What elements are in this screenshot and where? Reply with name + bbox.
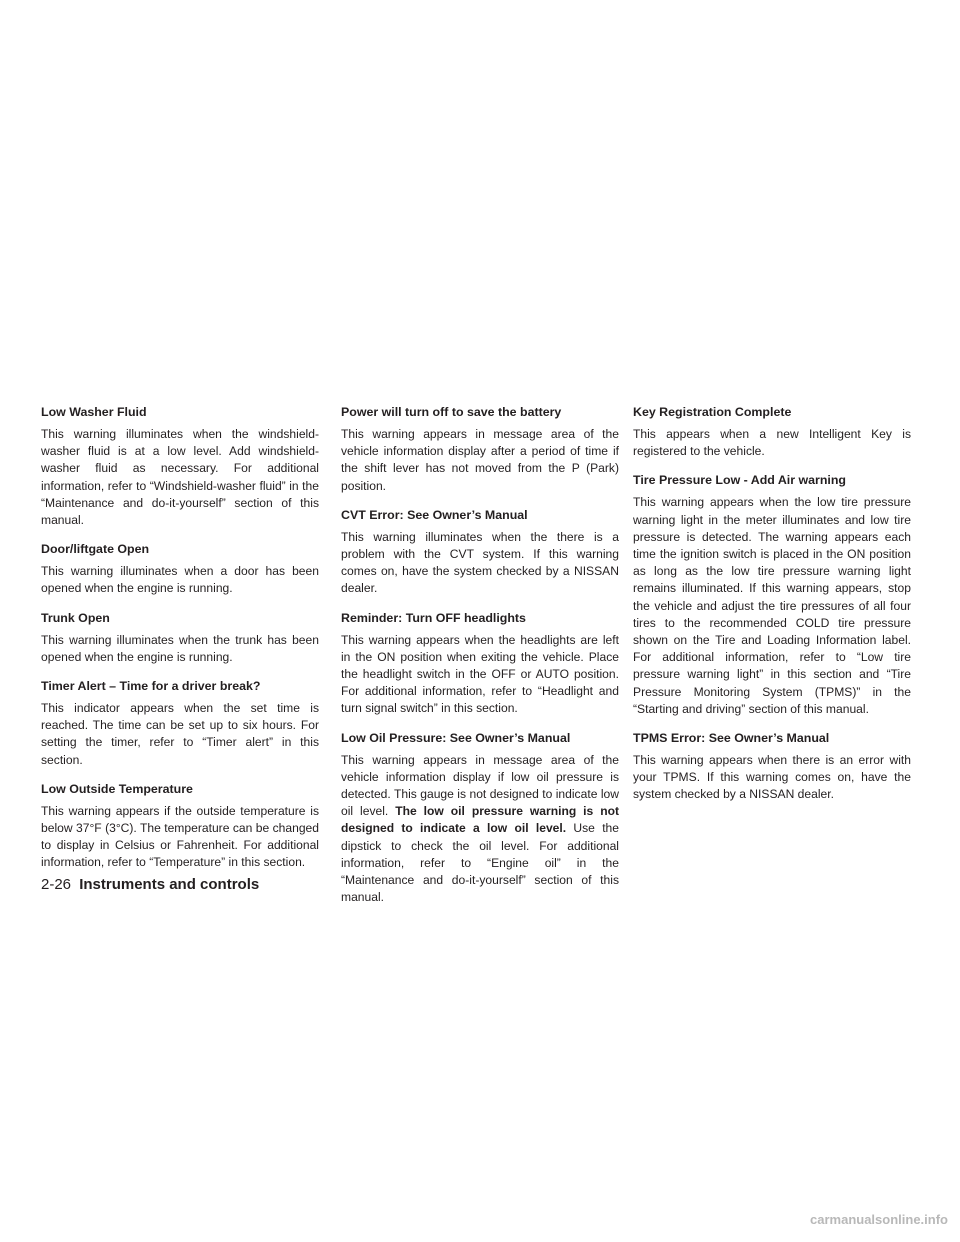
- section-heading: Low Oil Pressure: See Owner’s Manual: [341, 730, 571, 745]
- section-body: This warning appears when the headlights are left in the ON position when exiting the vehicle. Place the headlight switch in the OFF or AUTO position. For additional information, refer to “Headlight and turn signal switch” in this section.: [341, 632, 619, 716]
- section-body: This warning appears in message area of the vehicle information display after a period of time if the shift lever has not moved from the P (Park) position.: [341, 427, 619, 493]
- section-power-off-battery: [341, 404, 619, 495]
- section-heading: TPMS Error: See Owner’s Manual: [633, 731, 830, 746]
- body-text-before: This warning appears in message area of the vehicle information display if low oil pressure is detected. This gauge is not designed to indicate low oil level.: [341, 752, 619, 819]
- section-body: This warning appears if the outside temperature is below 37°F (3°C). The temperature can be changed to display in Celsius or Fahrenheit. For additional information, refer to “Temperature” in this section.: [41, 803, 319, 870]
- section-turn-off-headlights: [341, 610, 619, 718]
- section-body: This appears when a new Intelligent Key is registered to the vehicle.: [633, 427, 911, 459]
- section-heading: Trunk Open: [41, 610, 110, 625]
- column-2: [341, 404, 619, 918]
- section-heading: Timer Alert – Time for a driver break?: [41, 679, 261, 694]
- section-body: This warning illuminates when the there is a problem with the CVT system. If this warning comes on, have the system checked by a NISSAN dealer.: [341, 529, 619, 596]
- section-heading: Reminder: Turn OFF headlights: [341, 610, 526, 625]
- section-body: This warning appears when there is an error with your TPMS. If this warning comes on, have the system checked by a NISSAN dealer.: [633, 753, 911, 802]
- section-heading: Low Washer Fluid: [41, 405, 147, 419]
- body-text-after: Use the dipstick to check the oil level. For additional information, refer to “Engine oil” in the “Maintenance and do-it-yourself” section of this manual.: [341, 821, 619, 905]
- footer-section-name: Instruments and controls: [79, 876, 260, 893]
- section-door-liftgate-open: [41, 541, 319, 597]
- column-1: [41, 404, 319, 884]
- page-footer: [41, 876, 259, 894]
- section-heading: CVT Error: See Owner’s Manual: [341, 507, 528, 522]
- column-3: [633, 404, 911, 816]
- section-tpms-error: [633, 730, 911, 804]
- section-heading: Tire Pressure Low - Add Air warning: [633, 473, 846, 488]
- section-heading: Low Outside Temperature: [41, 781, 193, 796]
- section-heading: Key Registration Complete: [633, 405, 792, 419]
- watermark-text: carmanualsonline.info: [810, 1212, 948, 1227]
- section-body: This indicator appears when the set time is reached. The time can be set up to six hours. For setting the timer, refer to “Timer alert” in this section.: [41, 701, 319, 767]
- section-heading: Power will turn off to save the battery: [341, 405, 562, 419]
- section-key-registration-complete: [633, 404, 911, 460]
- section-body: This warning appears when the low tire pressure warning light in the meter illuminates and low tire pressure is detected. The warning appears each time the ignition switch is placed in the ON position as long as the low tire pressure warning light remains illuminated. If this warning appears, stop the vehicle and adjust the tire pressures of all four tires to the recommended COLD tire pressure shown on the Tire and Loading Information label. For additional information, refer to “Low tire pressure warning light” in this section and “Tire Pressure Monitoring System (TPMS)” in the “Starting and driving” section of this manual.: [633, 495, 911, 716]
- section-cvt-error: [341, 507, 619, 598]
- section-body: This warning illuminates when a door has been opened when the engine is running.: [41, 564, 319, 596]
- section-heading: Door/liftgate Open: [41, 542, 150, 557]
- section-body: [341, 752, 619, 907]
- section-low-outside-temperature: [41, 781, 319, 872]
- page-number: 2-26: [41, 876, 72, 893]
- section-low-oil-pressure: [341, 730, 619, 907]
- section-body: This warning illuminates when the windshield-washer fluid is at a low level. Add windshield-washer fluid as necessary. For additional information, refer to “Windshield-washer fluid” in the “Maintenance and do-it-yourself” section of this manual.: [41, 427, 319, 528]
- section-timer-alert: [41, 678, 319, 769]
- section-trunk-open: [41, 610, 319, 666]
- body-text-bold-warning: The low oil pressure warning is not designed to indicate a low oil level.: [341, 804, 620, 836]
- section-low-washer-fluid: [41, 404, 319, 529]
- section-tire-pressure-low: [633, 472, 911, 718]
- section-body: This warning illuminates when the trunk has been opened when the engine is running.: [41, 632, 319, 664]
